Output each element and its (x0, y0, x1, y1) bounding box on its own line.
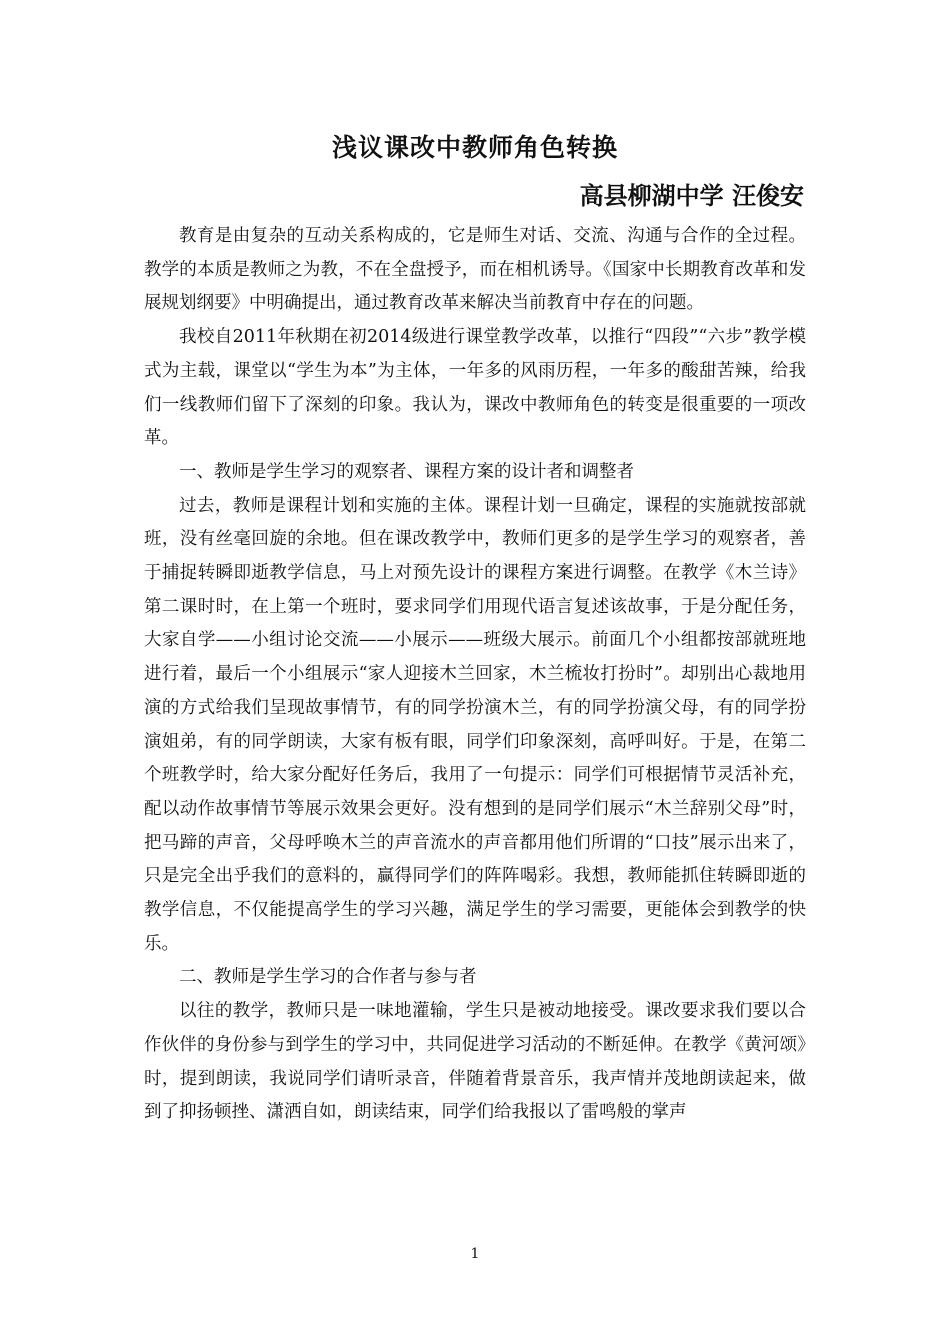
section-heading-2: 二、教师是学生学习的合作者与参与者 (179, 967, 477, 988)
page-number: 1 (470, 1246, 480, 1262)
document-title: 浅议课改中教师角色转换 (331, 133, 618, 162)
paragraph-section-2: 以往的教学，教师只是一味地灌输，学生只是被动地接受。课改要求我们要以合作伙伴的身份参与到学生的学习中，共同促进学习活动的不断延伸。在教学《黄河颂》时，提到朗读，我说同学们请听录音，伴随着背景音乐，我声情并茂地朗读起来，做到了抑扬顿挫、潇洒自如，朗读结束，同学们给我报以了雷鸣般的掌声 (144, 1001, 806, 1123)
author-line: 高县柳湖中学 汪俊安 (579, 182, 804, 210)
paragraph-background: 我校自2011年秋期在初2014级进行课堂教学改革，以推行“四段”“六步”教学模式为主载，课堂以“学生为本”为主体，一年多的风雨历程，一年多的酸甜苦辣，给我们一线教师们留下了深刻的印象。我认为，课改中教师角色的转变是很重要的一项改革。 (144, 327, 806, 449)
paragraph-intro: 教育是由复杂的互动关系构成的，它是师生对话、交流、沟通与合作的全过程。教学的本质是教师之为教，不在全盘授予，而在相机诱导。《国家中长期教育改革和发展规划纲要》中明确提出，通过教育改革来解决当前教育中存在的问题。 (144, 226, 806, 314)
document-body (144, 220, 806, 1130)
paragraph-section-1: 过去，教师是课程计划和实施的主体。课程计划一旦确定，课程的实施就按部就班，没有丝毫回旋的余地。但在课改教学中，教师们更多的是学生学习的观察者，善于捕捉转瞬即逝教学信息，马上对预先设计的课程方案进行调整。在教学《木兰诗》第二课时时，在上第一个班时，要求同学们用现代语言复述该故事，于是分配任务，大家自学——小组讨论交流——小展示——班级大展示。前面几个小组都按部就班地进行着，最后一个小组展示“家人迎接木兰回家，木兰梳妆打扮时”。却别出心裁地用演的方式给我们呈现故事情节，有的同学扮演木兰，有的同学扮演父母，有的同学扮演姐弟，有的同学朗读，大家有板有眼，同学们印象深刻，高呼叫好。于是，在第二个班教学时，给大家分配好任务后，我用了一句提示：同学们可根据情节灵活补充，配以动作故事情节等展示效果会更好。没有想到的是同学们展示“木兰辞别父母”时，把马蹄的声音，父母呼唤木兰的声音流水的声音都用他们所谓的“口技”展示出来了，只是完全出乎我们的意料的，赢得同学们的阵阵喝彩。我想，教师能抓住转瞬即逝的教学信息，不仅能提高学生的学习兴趣，满足学生的学习需要，更能体会到教学的快乐。 (144, 495, 806, 954)
section-heading-1: 一、教师是学生学习的观察者、课程方案的设计者和调整者 (179, 461, 634, 482)
